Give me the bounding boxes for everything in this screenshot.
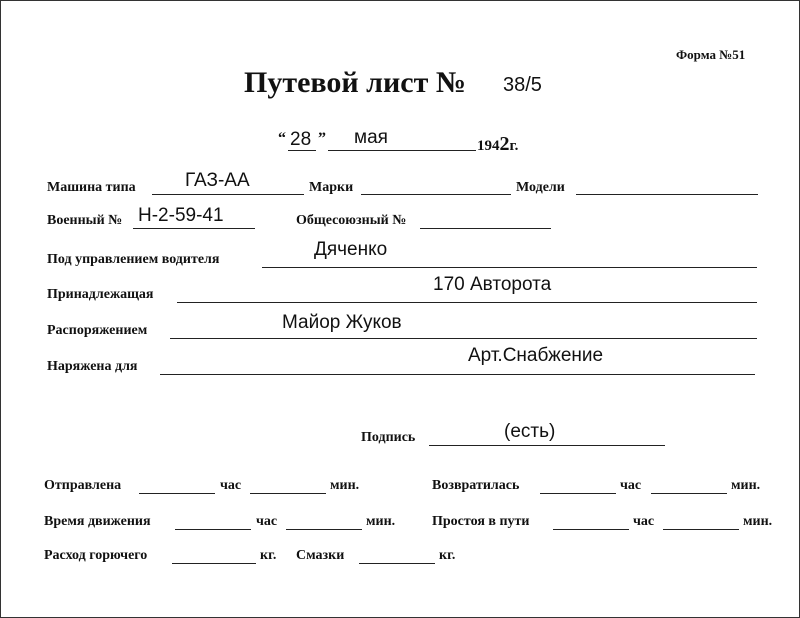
union-no-line (420, 228, 551, 229)
lube-line (359, 563, 435, 564)
belongs-line (177, 302, 757, 303)
idle-min-line (663, 529, 739, 530)
idle-hour-unit: час (633, 514, 655, 529)
model-label: Модели (516, 180, 565, 195)
assigned-line (160, 374, 755, 375)
union-no-label: Общесоюзный № (296, 213, 407, 228)
order-value: Майор Жуков (282, 312, 402, 333)
departed-min-unit: мин. (330, 478, 360, 493)
machine-type-label: Машина типа (47, 180, 136, 195)
waybill-number-value: 38/5 (503, 74, 542, 96)
signature-line (429, 445, 665, 446)
departed-min-line (250, 493, 326, 494)
date-month-line (328, 150, 476, 151)
lube-label: Смазки (296, 548, 345, 563)
brand-label: Марки (309, 180, 354, 195)
signature-value: (есть) (504, 421, 556, 442)
travel-hour-unit: час (256, 514, 278, 529)
belongs-label: Принадлежащая (47, 287, 154, 302)
idle-hour-line (553, 529, 629, 530)
idle-min-unit: мин. (743, 514, 773, 529)
returned-hour-line (540, 493, 616, 494)
assigned-label: Наряжена для (47, 359, 138, 374)
date-close-quote: ” (318, 130, 326, 147)
date-open-quote: “ (278, 130, 286, 147)
order-line (170, 338, 757, 339)
signature-label: Подпись (361, 430, 416, 445)
driver-label: Под управлением водителя (47, 252, 220, 267)
travel-hour-line (175, 529, 251, 530)
travel-time-label: Время движения (44, 514, 151, 529)
page-title: Путевой лист № (244, 66, 466, 99)
returned-min-unit: мин. (731, 478, 761, 493)
returned-hour-unit: час (620, 478, 642, 493)
fuel-line (172, 563, 256, 564)
fuel-unit: кг. (260, 548, 277, 563)
travel-min-line (286, 529, 362, 530)
machine-type-line (152, 194, 304, 195)
departed-hour-line (139, 493, 215, 494)
military-no-label: Военный № (47, 213, 123, 228)
returned-label: Возвратилась (432, 478, 520, 493)
brand-line (361, 194, 511, 195)
returned-min-line (651, 493, 727, 494)
military-no-value: Н-2-59-41 (138, 205, 224, 226)
military-no-line (133, 228, 255, 229)
date-day-value: 28 (290, 129, 312, 150)
model-line (576, 194, 758, 195)
driver-line (262, 267, 757, 268)
driver-value: Дяченко (314, 239, 388, 260)
departed-hour-unit: час (220, 478, 242, 493)
departed-label: Отправлена (44, 478, 122, 493)
form-number: Форма №51 (676, 47, 746, 62)
idle-label: Простоя в пути (432, 514, 530, 529)
date-month-value: мая (354, 127, 388, 148)
travel-min-unit: мин. (366, 514, 396, 529)
assigned-value: Арт.Снабжение (468, 345, 604, 366)
belongs-value: 170 Авторота (433, 274, 552, 295)
machine-type-value: ГАЗ-АА (185, 170, 250, 191)
date-year: 1942г. (477, 133, 519, 155)
fuel-label: Расход горючего (44, 548, 148, 563)
order-label: Распоряжением (47, 323, 148, 338)
lube-unit: кг. (439, 548, 456, 563)
